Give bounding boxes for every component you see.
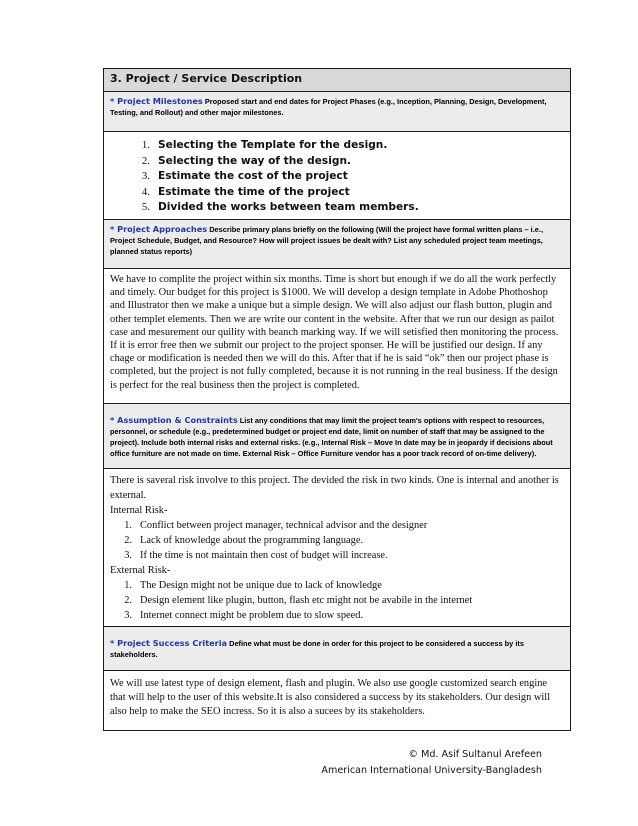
approaches-label: * Project Approaches — [110, 224, 208, 234]
approaches-description: Describe primary plans briefly on the following (Will the project have formal written plans – i.e., Project Schedule, Budget, and Resource? How will project issues be dealt with? List any scheduled project team meetings, planned status reports) — [110, 225, 544, 256]
list-item: 1. The Design might not be unique due to lack of knowledge — [124, 580, 382, 591]
university-line: American International University-Bangladesh — [321, 765, 542, 776]
milestones-description: Proposed start and end dates for Project Phases (e.g., Inception, Planning, Design, Development, Testing, and Rollout) and other major milestones. — [110, 97, 547, 117]
internal-risk-label: Internal Risk- — [110, 505, 168, 516]
assumptions-body — [104, 468, 570, 626]
milestones-header — [104, 91, 570, 131]
approaches-body: We have to complite the project within six months. Time is short but enough if we do all the work perfectly and timely. Our budget for this project is $1000. We will develop a design template in Adobe Phothoshop and Illustrator then we make a unique but a simple design. We will also adjust our flash button, plugin and other templet elements. Then we are write our content in the website. After that we run our design as pailot case and mesurement our quility with beanch marking way. If we will setisfied then monitoring the process. If it is error free then we submit our project to the project sponser. He will be justified our design. If any chage or modification is needed then we will do this. After that if he is said “ok” then our project phase is completed, but the project is not fully completed, because it is not running in the real business. If the design is perfect for the real business then the project is completed. — [104, 268, 570, 403]
risk-intro: There is saveral risk involve to this project. The devided the risk in two kinds. One is internal and another is external. — [110, 475, 559, 501]
success-label: * Project Success Criteria — [110, 638, 228, 648]
milestones-label: * Project Milestones — [110, 96, 203, 106]
external-risk-list — [110, 578, 564, 623]
list-item: 1. Conflict between project manager, technical advisor and the designer — [124, 520, 428, 531]
list-item: 3. Internet connect might be problem due to slow speed. — [124, 610, 364, 621]
success-header — [104, 626, 570, 670]
milestone-item: 3. Estimate the cost of the project — [141, 170, 348, 182]
section-title: 3. Project / Service Description — [104, 69, 570, 91]
milestone-item: 2. Selecting the way of the design. — [141, 154, 352, 167]
list-item: 2. Design element like plugin, button, flash etc might not be avabile in the internet — [124, 595, 473, 606]
milestones-list — [104, 131, 570, 219]
milestone-item: 1. Selecting the Template for the design. — [141, 139, 388, 151]
milestone-item: 4. Estimate the time of the project — [141, 185, 350, 198]
list-item: 2. Lack of knowledge about the programming language. — [124, 535, 364, 546]
copyright-line: © Md. Asif Sultanul Arefeen — [408, 749, 542, 760]
external-risk-label: External Risk- — [110, 565, 171, 576]
list-item: 3. If the time is not maintain then cost of budget will increase. — [124, 550, 388, 561]
success-body: We will use latest type of design element, flash and plugin. We also use google customized search engine that will help to the user of this website.It is also considered a success by its stakeholders. Our design will also help to make the SEO incress. So it is also a sucees by its stakeholders. — [104, 670, 570, 730]
assumptions-description: List any conditions that may limit the project team's options with respect to resources, personnel, or schedule (e.g., predetermined budget or project end date, limit on number of staff that may be assigned to the project). Include both internal risks and external risks. (e.g., Internal Risk – Move In date may be in jeopardy if decisions about office furniture are not made on time. External Risk – Office Furniture vendor has a poor track record of on-time delivery). — [110, 416, 553, 458]
success-description: Define what must be done in order for this project to be considered a success by its stakeholders. — [110, 639, 524, 659]
internal-risk-list — [110, 518, 564, 563]
project-description-table — [103, 68, 571, 731]
milestone-item: 5. Divided the works between team members. — [141, 201, 419, 213]
approaches-header — [104, 219, 570, 268]
assumptions-label: * Assumption & Constraints — [110, 415, 238, 425]
assumptions-header — [104, 403, 570, 468]
